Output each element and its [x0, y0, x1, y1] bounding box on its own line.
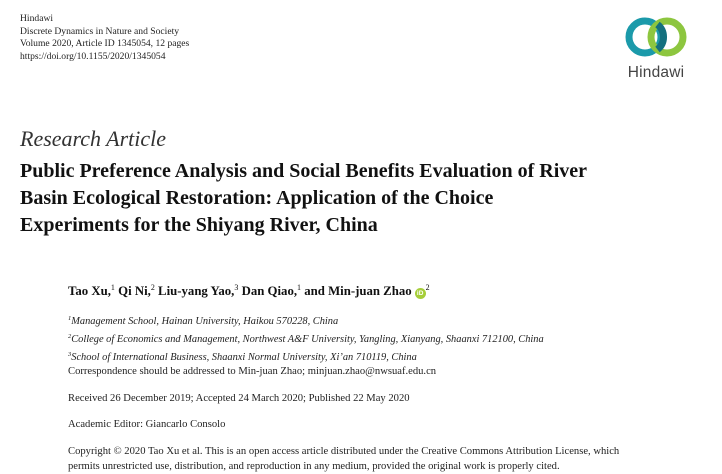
article-type: Research Article	[20, 126, 166, 152]
title-line: Basin Ecological Restoration: Application of the Choice	[20, 185, 710, 212]
title-line: Public Preference Analysis and Social Benefits Evaluation of River	[20, 158, 710, 185]
journal-name: Discrete Dynamics in Nature and Society	[20, 26, 189, 39]
author[interactable]: Dan Qiao,$^1$	[242, 284, 301, 298]
author[interactable]: Qi Ni,$^2$	[118, 284, 155, 298]
author[interactable]: Liu-yang Yao,$^3$	[158, 284, 238, 298]
affiliations	[68, 311, 544, 366]
volume-line: Volume 2020, Article ID 1345054, 12 pages	[20, 38, 189, 51]
correspondence: Correspondence should be addressed to Min-juan Zhao; minjuan.zhao@nwsuaf.edu.cn	[68, 366, 436, 377]
publication-dates: Received 26 December 2019; Accepted 24 March 2020; Published 22 May 2020	[68, 393, 410, 404]
affiliation: $^3$School of International Business, Shaanxi Normal University, Xi’an 710119, China	[68, 347, 544, 365]
publisher-name: Hindawi	[20, 13, 189, 26]
copyright-notice	[68, 445, 718, 474]
copyright-line: permits unrestricted use, distribution, and reproduction in any medium, provided the original work is properly cited.	[68, 460, 718, 474]
hindawi-rings-icon	[622, 12, 690, 62]
copyright-line: Copyright © 2020 Tao Xu et al. This is an open access article distributed under the Creative Commons Attribution License, which	[68, 445, 718, 460]
logo-wordmark: Hindawi	[614, 64, 698, 82]
hindawi-logo	[614, 12, 698, 88]
journal-info	[20, 13, 189, 63]
affiliation: $^2$College of Economics and Management, Northwest A&F University, Yangling, Xianyang, Shaanxi 712100, China	[68, 329, 544, 347]
affiliation: $^1$Management School, Hainan University, Haikou 570228, China	[68, 311, 544, 329]
article-title	[20, 158, 710, 239]
doi-link[interactable]: https://doi.org/10.1155/2020/1345054	[20, 51, 189, 64]
title-line: Experiments for the Shiyang River, China	[20, 212, 710, 239]
author[interactable]: and Min-juan Zhao $iD^2$	[304, 284, 429, 298]
author[interactable]: Tao Xu,$^1$	[68, 284, 115, 298]
orcid-icon[interactable]: iD	[415, 288, 426, 299]
academic-editor: Academic Editor: Giancarlo Consolo	[68, 419, 225, 430]
author-list	[68, 283, 430, 299]
